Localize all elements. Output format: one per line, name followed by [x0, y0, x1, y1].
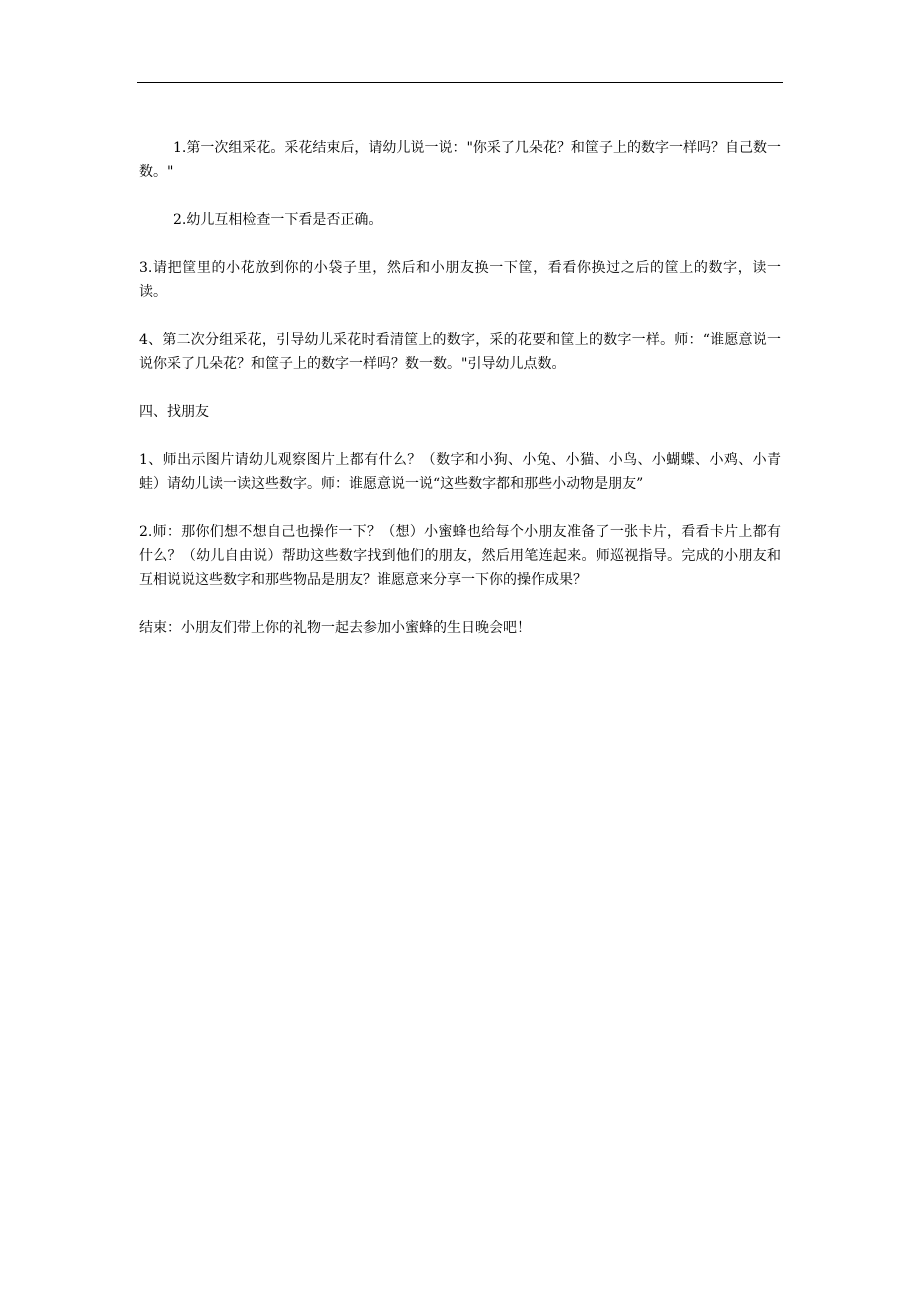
paragraph-friends-2: 2.师：那你们想不想自己也操作一下？（想）小蜜蜂也给每个小朋友准备了一张卡片，看看卡片上都有什么？（幼儿自由说）帮助这些数字找到他们的朋友，然后用笔连起来。师巡视指导。完成的小朋友和互相说说这些数字和那些物品是朋友？谁愿意来分享一下你的操作成果？	[139, 524, 781, 588]
paragraph-step-2: 2.幼儿互相检查一下看是否正确。	[173, 212, 383, 228]
paragraph-step-1: 1.第一次组采花。采花结束后，请幼儿说一说："你采了几朵花？和筐子上的数字一样吗？自己数一数。"	[139, 140, 781, 180]
header-rule	[137, 82, 783, 83]
paragraph-ending: 结束：小朋友们带上你的礼物一起去参加小蜜蜂的生日晚会吧！	[139, 620, 531, 636]
paragraph-friends-1: 1、师出示图片请幼儿观察图片上都有什么？（数字和小狗、小兔、小猫、小鸟、小蝴蝶、小鸡、小青蛙）请幼儿读一读这些数字。师：谁愿意说一说“这些数字都和那些小动物是朋友”	[139, 452, 781, 492]
paragraph-step-4: 4、第二次分组采花，引导幼儿采花时看清筐上的数字，采的花要和筐上的数字一样。师：“谁愿意说一说你采了几朵花？和筐子上的数字一样吗？数一数。"引导幼儿点数。	[139, 332, 781, 372]
section-heading-find-friends: 四、找朋友	[139, 404, 209, 420]
document-body	[139, 136, 781, 664]
paragraph-step-3: 3.请把筐里的小花放到你的小袋子里，然后和小朋友换一下筐，看看你换过之后的筐上的数字，读一读。	[139, 260, 781, 300]
